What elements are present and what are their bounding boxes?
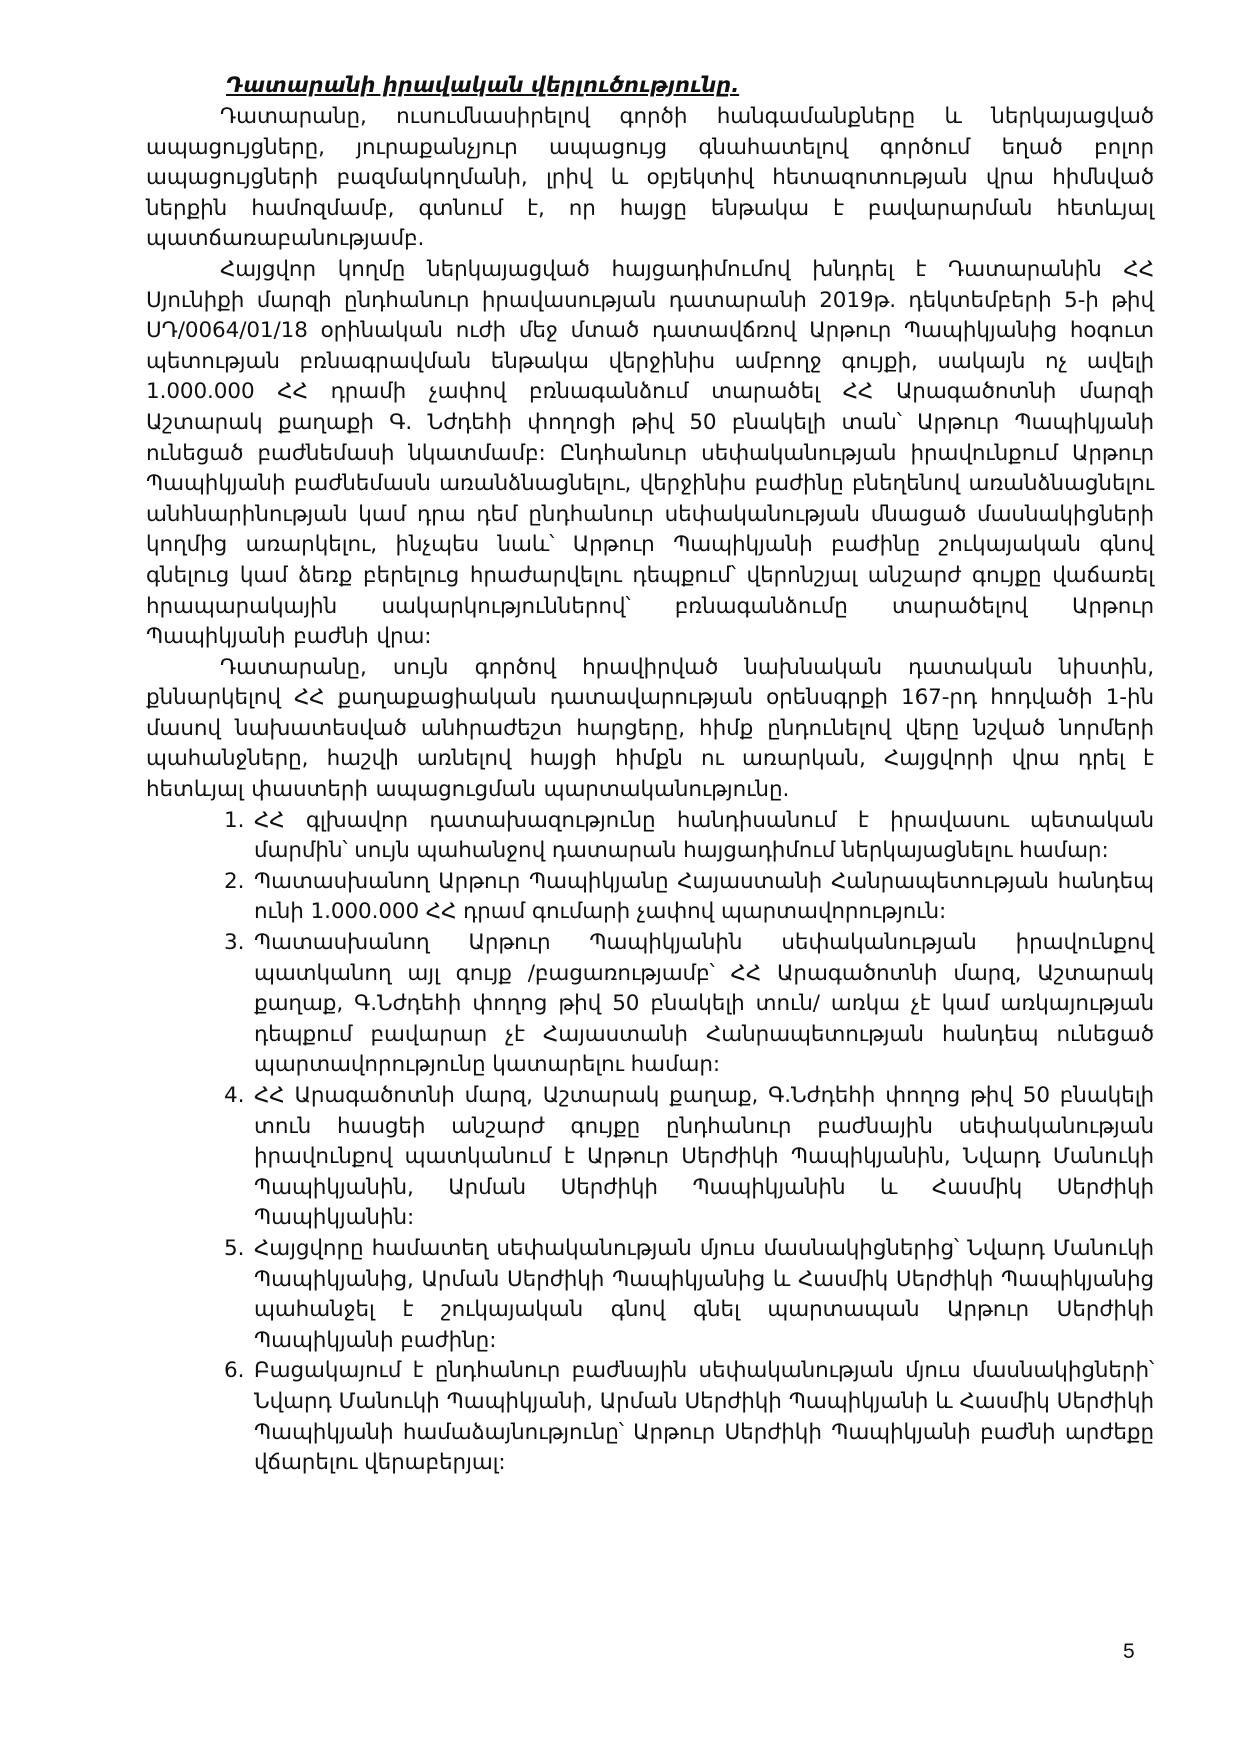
list-item [146,928,1154,1081]
list-item-text: Բացակայում է ընդհանուր բաժնային սեփականության մյուս մասնակիցների՝ Նվարդ Մանուկի Պապիկյանի, Արման Սերժիկի Պապիկյանի և Հասմիկ Սերժիկի Պապիկյանի համաձայնությունը՝ Արթուր Սերժիկի Պապիկյանի բաժնի արժեքը վճարելու վերաբերյալ: [254,1358,1154,1476]
list-item-number: 4. [224,1083,245,1108]
paragraph-burden-of-proof: Դատարանը, սույն գործով հրավիրված նախնական դատական նիստին, քննարկելով ՀՀ քաղաքացիական դատավարության օրենսգրքի 167-րդ հոդվածի 1-ին մասով նախատեսված անհրաժեշտ հարցերը, հիմք ընդունելով վերը նշված նորմերի պահանջները, հաշվի առնելով հայցի հիմքն ու առարկան, Հայցվորի վրա դրել է հետևյալ փաստերի ապացուցման պարտականությունը. [146,654,1154,803]
section-heading: Դատարանի իրավական վերլուծությունը. [226,73,740,97]
list-item [146,1234,1154,1356]
list-item-text: Պատասխանող Արթուր Պապիկյանը Հայաստանի Հանրապետության հանդեպ ունի 1.000.000 ՀՀ դրամ գումարի չափով պարտավորություն: [254,868,1154,925]
list-item [146,806,1154,867]
list-item-number: 5. [224,1235,245,1261]
paragraph-plaintiff-claim: Հայցվոր կողմը ներկայացված հայցադիմումով խնդրել է Դատարանին ՀՀ Սյունիքի մարզի ընդհանուր իրավասության դատարանի 2019թ. դեկտեմբերի 5-ի թիվ ՍԴ/0064/01/18 օրինական ուժի մեջ մտած դատավճռով Արթուր Պապիկյանից հօգուտ պետության բռնագրավման ենթակա վերջինիս ամբողջ գույքի, սակայն ոչ ավելի 1.000.000 ՀՀ դրամի չափով բռնագանձում տարածել ՀՀ Արագածոտնի մարզի Աշտարակ քաղաքի Գ. Նժդեհի փողոցի թիվ 50 բնակելի տան՝ Արթուր Պապիկյանի ունեցած բաժնեմասի նկատմամբ: Ընդհանուր սեփականության իրավունքում Արթուր Պապիկյանի բաժնեմասն առանձնացնելու, վերջինիս բաժինը բնեղենով առանձնացնելու անհնարինության կամ դրա դեմ ընդհանուր սեփականության մնացած մասնակիցների կողմից առարկելու, ինչպես նաև՝ Արթուր Պապիկյանի բաժինը շուկայական գնով գնելուց կամ ձեռք բերելուց հրաժարվելու դեպքում՝ վերոնշյալ անշարժ գույքը վաճառել հրապարակային սակարկություններով՝ բռնագանձումը տարածելով Արթուր Պապիկյանի բաժնի վրա: [146,256,1154,650]
page-number: 5 [1123,1640,1135,1663]
list-item [146,1081,1154,1234]
list-item [146,1356,1154,1478]
list-item-number: 1. [224,807,245,833]
list-item-number: 2. [224,868,245,894]
facts-to-prove-list [146,806,1154,1479]
list-item-number: 3. [224,930,245,956]
list-item-text: Պատասխանող Արթուր Պապիկյանին սեփականության իրավունքով պատկանող այլ գույք /բացառությամբ՝ ՀՀ Արագածոտնի մարզ, Աշտարակ քաղաք, Գ.Նժդեհի փողոց թիվ 50 բնակելի տուն/ առկա չէ կամ առկայության դեպքում բավարար չէ Հայաստանի Հանրապետության հանդեպ ունեցած պարտավորությունը կատարելու համար: [254,930,1154,1078]
paragraph-court-assessment: Դատարանը, ուսումնասիրելով գործի հանգամանքները և ներկայացված ապացույցները, յուրաքանչյուր ապացույց գնահատելով գործում եղած բոլոր ապացույցների բազմակողմանի, լրիվ և օբյեկտիվ հետազոտության վրա հիմնված ներքին համոզմամբ, գտնում է, որ հայցը ենթակա է բավարարման հետևյալ պատճառաբանությամբ. [146,104,1154,252]
list-item-number: 6. [224,1358,245,1384]
document-page [146,70,1154,1479]
list-item-text: ՀՀ Արագածոտնի մարզ, Աշտարակ քաղաք, Գ.Նժդեհի փողոց թիվ 50 բնակելի տուն հասցեի անշարժ գույքը ընդհանուր բաժնային սեփականության իրավունքով պատկանում է Արթուր Սերժիկի Պապիկյանին, Նվարդ Մանուկի Պապիկյանին, Արման Սերժիկի Պապիկյանին և Հասմիկ Սերժիկի Պապիկյանին: [254,1083,1154,1231]
list-item [146,867,1154,928]
list-item-text: Հայցվորը համատեղ սեփականության մյուս մասնակիցներից՝ Նվարդ Մանուկի Պապիկյանից, Արման Սերժիկի Պապիկյանից և Հասմիկ Սերժիկի Պապիկյանից պահանջել է շուկայական գնով գնել պարտապան Արթուր Սերժիկի Պապիկյանի բաժինը: [254,1235,1154,1353]
list-item-text: ՀՀ գլխավոր դատախազությունը հանդիսանում է իրավասու պետական մարմին՝ սույն պահանջով դատարան հայցադիմում ներկայացնելու համար: [254,807,1154,864]
